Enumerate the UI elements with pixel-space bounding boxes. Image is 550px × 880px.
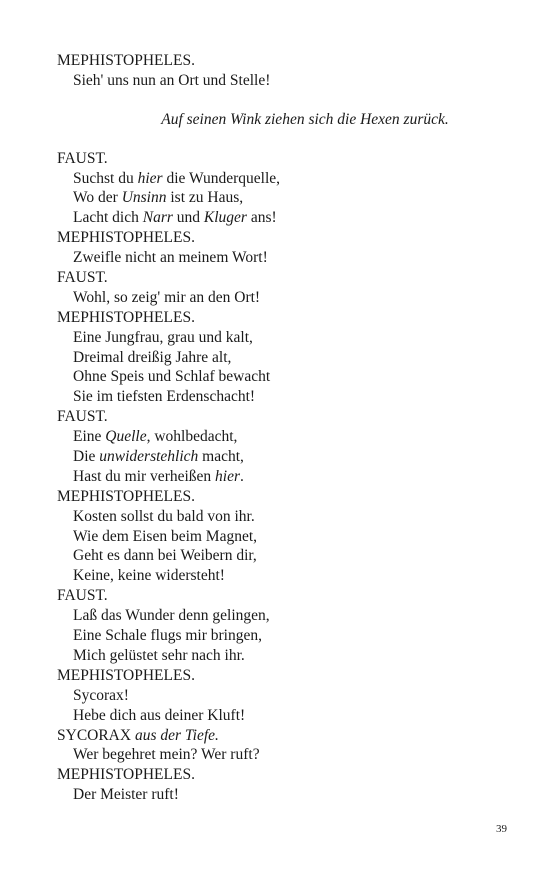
- verse-line: [57, 348, 517, 368]
- verse-line: [57, 328, 517, 348]
- text-segment: Lacht dich: [73, 209, 143, 227]
- speaker-name: [57, 228, 517, 248]
- verse-line: [57, 208, 517, 228]
- text-segment: MEPHISTOPHELES.: [57, 229, 195, 247]
- verse-line: [57, 626, 517, 646]
- text-segment: Sieh' uns nun an Ort und Stelle!: [73, 71, 271, 89]
- text-segment: .: [240, 467, 244, 485]
- text-segment: Eine: [73, 428, 106, 446]
- verse-line: [57, 188, 517, 208]
- verse-line: [57, 745, 517, 765]
- verse-line: [57, 427, 517, 447]
- text-segment: MEPHISTOPHELES.: [57, 666, 195, 684]
- text-segment: Keine, keine widersteht!: [73, 567, 225, 585]
- text-segment: Hast du mir verheißen: [73, 467, 216, 485]
- italic-text: aus der Tiefe.: [134, 726, 219, 744]
- text-segment: MEPHISTOPHELES.: [57, 766, 195, 784]
- verse-line: [57, 71, 517, 91]
- page-number: 39: [496, 823, 507, 835]
- verse-line: [57, 467, 517, 487]
- verse-line: [57, 447, 517, 467]
- text-segment: Sie im tiefsten Erdenschacht!: [73, 388, 256, 406]
- text-segment: Mich gelüstet sehr nach ihr.: [73, 646, 245, 664]
- text-segment: Wo der: [73, 189, 122, 207]
- verse-line: [57, 686, 517, 706]
- italic-text: Narr: [142, 209, 173, 227]
- italic-text: hier: [137, 169, 163, 187]
- text-segment: FAUST.: [57, 587, 108, 605]
- italic-text: Quelle: [105, 428, 147, 446]
- text-segment: ist zu Haus,: [166, 189, 244, 207]
- speaker-name: [57, 586, 517, 606]
- verse-line: [57, 785, 517, 805]
- text-segment: macht,: [198, 448, 244, 466]
- text-segment: und: [172, 209, 204, 227]
- speaker-name: [57, 666, 517, 686]
- text-segment: Wie dem Eisen beim Magnet,: [73, 527, 258, 545]
- speaker-name: [57, 407, 517, 427]
- text-segment: MEPHISTOPHELES.: [57, 308, 195, 326]
- text-segment: Kosten sollst du bald von ihr.: [73, 507, 255, 525]
- text-segment: SYCORAX: [57, 726, 135, 744]
- text-segment: Eine Jungfrau, grau und kalt,: [73, 328, 253, 346]
- text-segment: Laß das Wunder denn gelingen,: [73, 607, 270, 625]
- text-segment: Die: [73, 448, 100, 466]
- text-segment: Wer begehret mein? Wer ruft?: [73, 746, 260, 764]
- verse-line: [57, 566, 517, 586]
- speaker-name: [57, 149, 517, 169]
- verse-line: [57, 367, 517, 387]
- text-segment: Sycorax!: [73, 686, 129, 704]
- text-segment: Zweifle nicht an meinem Wort!: [73, 249, 268, 267]
- text-segment: ans!: [246, 209, 277, 227]
- text-segment: Der Meister ruft!: [73, 786, 179, 804]
- text-segment: Dreimal dreißig Jahre alt,: [73, 348, 232, 366]
- text-segment: MEPHISTOPHELES.: [57, 52, 195, 69]
- speaker-name: [57, 726, 517, 746]
- verse-line: [57, 527, 517, 547]
- verse-line: [57, 288, 517, 308]
- verse-line: [57, 169, 517, 189]
- text-segment: Wohl, so zeig' mir an den Ort!: [73, 288, 261, 306]
- text-segment: , wohlbedacht,: [146, 428, 238, 446]
- verse-line: [57, 248, 517, 268]
- verse-line: [57, 387, 517, 407]
- text-segment: FAUST.: [57, 149, 108, 167]
- text-segment: Hebe dich aus deiner Kluft!: [73, 706, 246, 724]
- speaker-name: [57, 51, 517, 71]
- text-segment: Suchst du: [73, 169, 138, 187]
- verse-line: [57, 606, 517, 626]
- text-segment: Eine Schale flugs mir bringen,: [73, 627, 262, 645]
- text-segment: Auf seinen Wink ziehen sich die Hexen zurück.: [161, 110, 449, 128]
- text-segment: Geht es dann bei Weibern dir,: [73, 547, 257, 565]
- italic-text: unwiderstehlich: [99, 448, 199, 466]
- stage-direction: [57, 110, 517, 130]
- speaker-name: [57, 765, 517, 785]
- play-text: [57, 51, 517, 805]
- text-segment: Ohne Speis und Schlaf bewacht: [73, 368, 271, 386]
- verse-line: [57, 507, 517, 527]
- text-segment: FAUST.: [57, 408, 108, 426]
- italic-text: hier: [215, 467, 241, 485]
- speaker-name: [57, 308, 517, 328]
- text-segment: MEPHISTOPHELES.: [57, 487, 195, 505]
- text-segment: die Wunderquelle,: [162, 169, 281, 187]
- verse-line: [57, 546, 517, 566]
- text-segment: FAUST.: [57, 269, 108, 287]
- italic-text: Kluger: [203, 209, 247, 227]
- verse-line: [57, 706, 517, 726]
- speaker-name: [57, 487, 517, 507]
- speaker-name: [57, 268, 517, 288]
- italic-text: Unsinn: [121, 189, 167, 207]
- verse-line: [57, 646, 517, 666]
